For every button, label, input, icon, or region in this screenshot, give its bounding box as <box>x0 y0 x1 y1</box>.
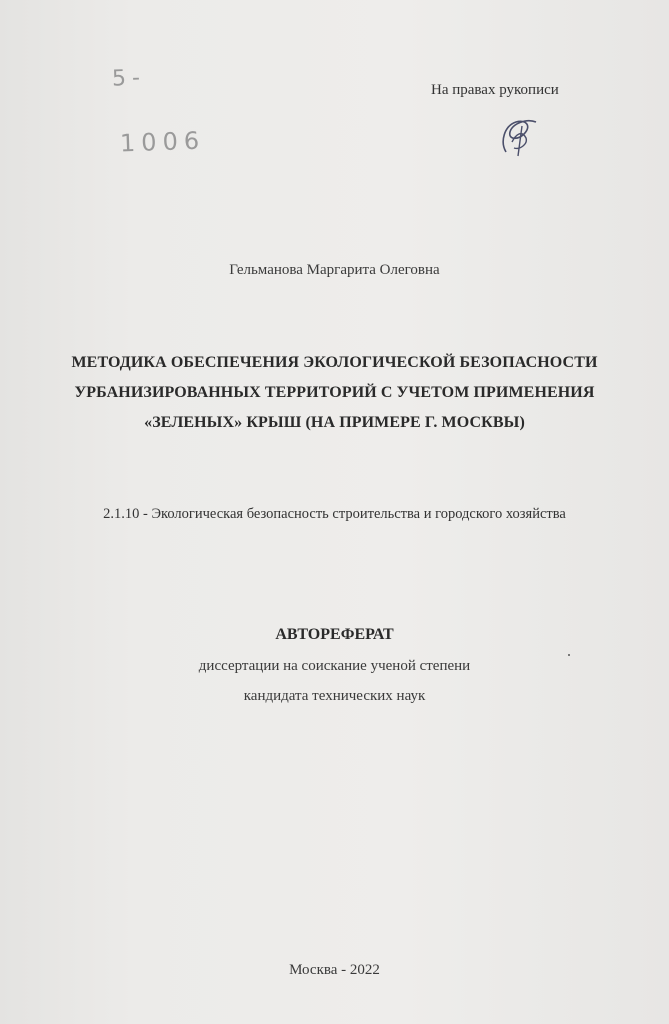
dissertation-title <box>20 348 649 438</box>
manuscript-rights-note: На правах рукописи <box>431 82 559 98</box>
title-line: МЕТОДИКА ОБЕСПЕЧЕНИЯ ЭКОЛОГИЧЕСКОЙ БЕЗОПАСНОСТИ <box>71 354 598 371</box>
abstract-subtitle-line: диссертации на соискание ученой степени <box>198 658 471 674</box>
abstract-degree-line: кандидата технических наук <box>243 688 426 704</box>
handwritten-mark-number: 1006 <box>119 126 206 158</box>
handwritten-mark-top: 5- <box>111 65 147 92</box>
author-name: Гельманова Маргарита Олеговна <box>229 262 440 278</box>
title-line: УРБАНИЗИРОВАННЫХ ТЕРРИТОРИЙ С УЧЕТОМ ПРИМЕНЕНИЯ <box>74 384 595 401</box>
title-line: «ЗЕЛЕНЫХ» КРЫШ (НА ПРИМЕРЕ Г. МОСКВЫ) <box>144 414 525 431</box>
paper-speck <box>568 654 570 656</box>
city-year: Москва - 2022 <box>289 962 380 978</box>
signature-icon <box>492 112 544 160</box>
specialty-code: 2.1.10 - Экологическая безопасность строительства и городского хозяйства <box>103 506 566 522</box>
abstract-heading: АВТОРЕФЕРАТ <box>275 626 394 643</box>
